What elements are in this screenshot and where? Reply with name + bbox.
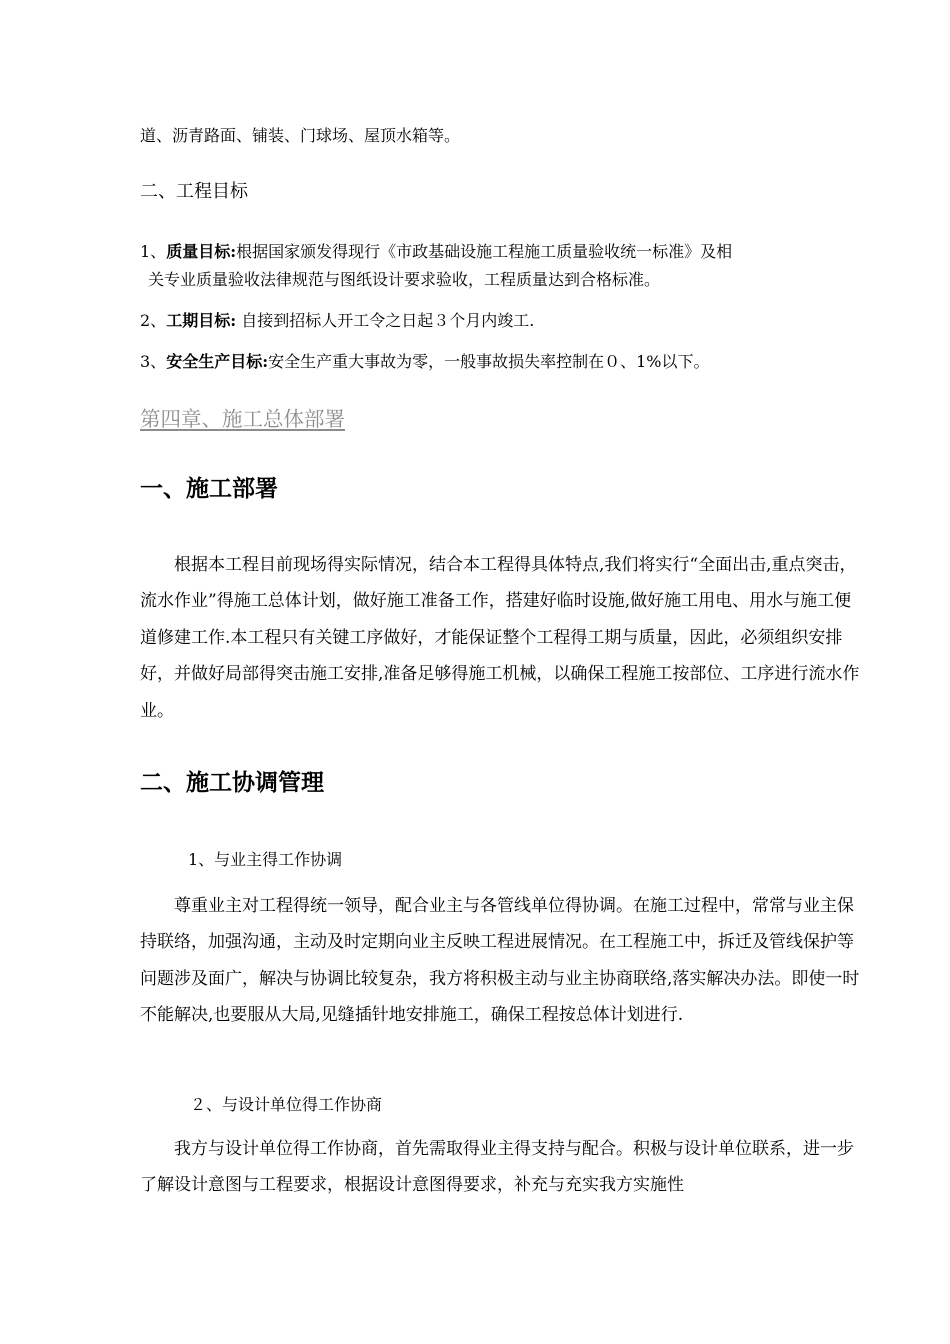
designer-coordination-title: ２、与设计单位得工作协商: [190, 1095, 383, 1114]
owner-coordination-paragraph: 尊重业主对工程得统一领导，配合业主与各管线单位得协调。在施工过程中，常常与业主保持联络，加强沟通，主动及时定期向业主反映工程进展情况。在工程施工中，拆迁及管线保护等问题涉及面广，解决与协调比较复杂，我方将积极主动与业主协商联络,落实解决办法。即使一时不能解决,也要服从大局,见缝插针地安排施工，确保工程按总体计划进行.: [140, 896, 860, 1026]
chapter-title: 第四章、施工总体部署: [140, 407, 345, 431]
continuation-line: 道、沥青路面、铺装、门球场、屋顶水箱等。: [140, 126, 461, 145]
goal-item-schedule: [140, 307, 865, 335]
goal-number: 1、: [140, 242, 167, 261]
goal-label: 工期目标:: [166, 311, 237, 330]
goal-label: 质量目标:: [166, 242, 237, 261]
goal-number: 2、: [140, 311, 167, 330]
goal-item-quality: [140, 238, 865, 294]
owner-coordination-title: 1、与业主得工作协调: [188, 850, 343, 869]
coordination-heading: 二、施工协调管理: [140, 769, 324, 796]
designer-coordination-paragraph: 我方与设计单位得工作协商，首先需取得业主得支持与配合。积极与设计单位联系，进一步了解设计意图与工程要求，根据设计意图得要求，补充与充实我方实施性: [140, 1139, 854, 1196]
deployment-paragraph: 根据本工程目前现场得实际情况，结合本工程得具体特点,我们将实行“全面出击,重点突击，流水作业”得施工总体计划，做好施工准备工作，搭建好临时设施,做好施工用电、用水与施工便道修建工作.本工程只有关键工序做好，才能保证整个工程得工期与质量，因此，必须组织安排好，并做好局部得突击施工安排,准备足够得施工机械，以确保工程施工按部位、工序进行流水作业。: [140, 555, 860, 721]
goals-heading: 二、工程目标: [140, 181, 248, 202]
goal-text: 安全生产重大事故为零，一般事故损失率控制在０、1%以下。: [268, 352, 710, 371]
goal-text: 根据国家颁发得现行《市政基础设施工程施工质量验收统一标准》及相: [236, 242, 733, 261]
goal-text-continued: 关专业质量验收法律规范与图纸设计要求验收，工程质量达到合格标准。: [148, 270, 661, 289]
goal-item-safety: [140, 348, 865, 376]
goal-number: 3、: [140, 352, 167, 371]
deployment-heading: 一、施工部署: [140, 475, 278, 502]
goal-text: 自接到招标人开工令之日起３个月内竣工.: [236, 311, 535, 330]
goal-label: 安全生产目标:: [166, 352, 269, 371]
